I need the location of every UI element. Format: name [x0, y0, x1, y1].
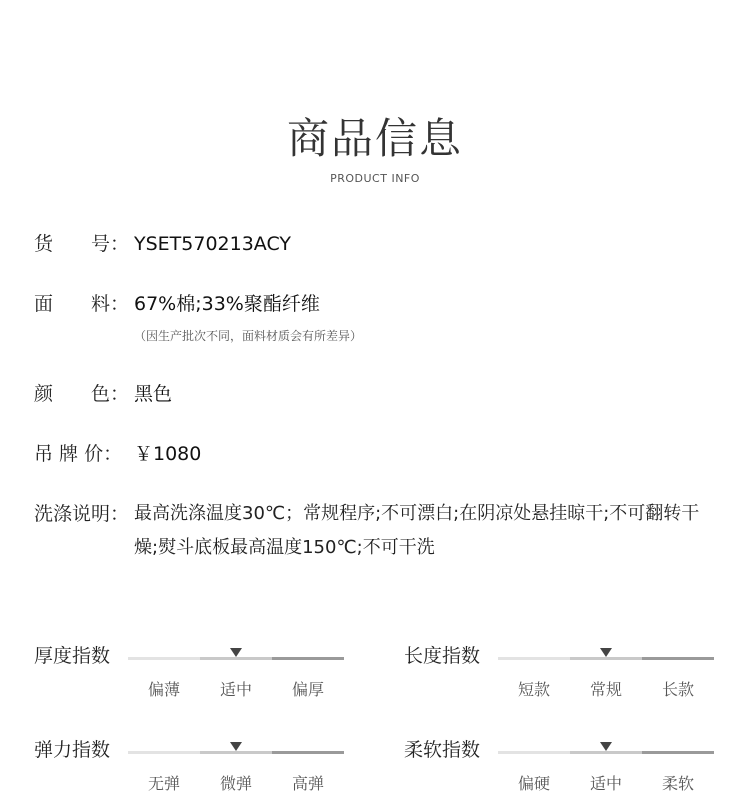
page-subtitle: PRODUCT INFO	[330, 172, 420, 185]
track-segment	[570, 657, 642, 660]
index-option: 偏薄	[147, 680, 180, 699]
track-segment	[200, 657, 272, 660]
index-option: 适中	[219, 680, 252, 699]
level-marker-icon	[600, 648, 612, 657]
color-value: 黑色	[134, 383, 173, 405]
price-value: ￥1080	[134, 443, 202, 465]
index-label: 厚度指数	[34, 645, 111, 667]
wash-label: 洗涤说明：	[34, 503, 130, 525]
index-track	[498, 751, 714, 754]
track-segment	[498, 751, 570, 754]
track-segment	[272, 657, 344, 660]
fabric-value: 67%棉;33%聚酯纤维	[134, 293, 320, 315]
index-thickness	[34, 640, 374, 700]
track-segment	[128, 751, 200, 754]
index-label: 柔软指数	[404, 739, 481, 761]
track-segment	[200, 751, 272, 754]
index-option: 偏硬	[517, 774, 550, 793]
index-option: 长款	[661, 680, 694, 699]
index-option: 柔软	[661, 774, 694, 793]
color-label: 颜 色：	[34, 383, 130, 405]
level-marker-icon	[230, 742, 242, 751]
level-marker-icon	[600, 742, 612, 751]
wash-value: 最高洗涤温度30℃；常规程序;不可漂白;在阴凉处悬挂晾干;不可翻转干燥;熨斗底板最高温度150℃;不可干洗	[134, 503, 700, 558]
level-marker-icon	[230, 648, 242, 657]
fabric-note: （因生产批次不同，面料材质会有所差异）	[134, 329, 363, 343]
fabric-label: 面 料：	[34, 293, 130, 315]
index-track	[128, 657, 344, 660]
index-length	[404, 640, 744, 700]
index-option: 无弹	[147, 774, 180, 793]
index-label: 长度指数	[404, 645, 481, 667]
sku-label: 货 号：	[34, 233, 130, 255]
index-softness	[404, 734, 744, 794]
index-option: 常规	[589, 680, 622, 699]
sku-value: YSET570213ACY	[134, 233, 292, 255]
index-option: 微弹	[219, 774, 252, 793]
index-option: 适中	[589, 774, 622, 793]
index-label: 弹力指数	[34, 739, 111, 761]
track-segment	[642, 657, 714, 660]
price-label: 吊 牌 价：	[34, 443, 123, 465]
track-segment	[642, 751, 714, 754]
index-option: 偏厚	[291, 680, 324, 699]
index-option: 短款	[517, 680, 550, 699]
index-option: 高弹	[291, 774, 324, 793]
track-segment	[498, 657, 570, 660]
track-segment	[570, 751, 642, 754]
index-elasticity	[34, 734, 374, 794]
index-track	[128, 751, 344, 754]
index-track	[498, 657, 714, 660]
track-segment	[128, 657, 200, 660]
track-segment	[272, 751, 344, 754]
page-title: 商品信息	[286, 114, 463, 163]
